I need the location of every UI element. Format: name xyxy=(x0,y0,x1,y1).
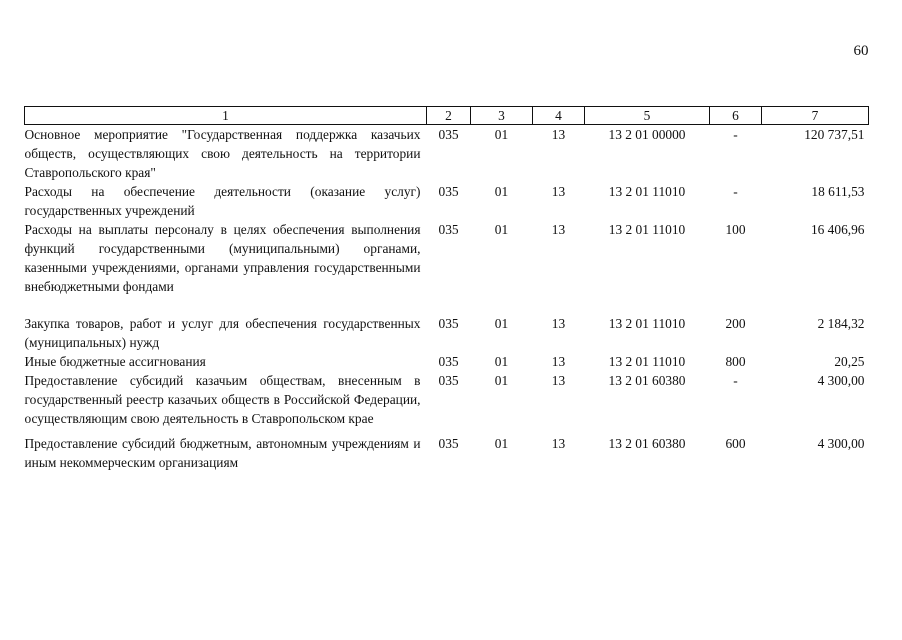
cell-col3: 01 xyxy=(494,316,509,331)
table-body xyxy=(25,125,869,473)
cell-col2: 035 xyxy=(438,373,459,388)
cell-col3: 01 xyxy=(494,127,509,142)
row-name: Расходы на обеспечение деятельности (оказание услуг) государственных учреждений xyxy=(24,184,421,218)
table-row xyxy=(25,428,869,472)
cell-col3: 01 xyxy=(494,354,509,369)
cell-col5: 13 2 01 11010 xyxy=(608,222,686,237)
table-row xyxy=(25,352,869,371)
budget-table xyxy=(24,106,869,472)
cell-col7: 16 406,96 xyxy=(810,222,865,237)
table-row xyxy=(25,371,869,428)
cell-col7: 2 184,32 xyxy=(817,316,865,331)
cell-col7: 4 300,00 xyxy=(817,373,865,388)
header-row xyxy=(25,107,869,125)
column-header: 2 xyxy=(427,107,471,125)
row-name: Основное мероприятие "Государственная поддержка казачьих обществ, осуществляющих свою деятельность на территории Ставропольского края" xyxy=(24,127,421,180)
cell-col3: 01 xyxy=(494,222,509,237)
cell-col6: - xyxy=(733,373,738,388)
spacer-cell xyxy=(25,296,869,314)
cell-col5: 13 2 01 00000 xyxy=(608,127,686,142)
cell-col6: - xyxy=(733,184,738,199)
cell-col4: 13 xyxy=(551,127,566,142)
cell-col3: 01 xyxy=(494,184,509,199)
row-name: Предоставление субсидий бюджетным, автономным учреждениям и иным некоммерческим организациям xyxy=(24,436,421,470)
cell-col4: 13 xyxy=(551,222,566,237)
cell-col4: 13 xyxy=(551,184,566,199)
column-header: 1 xyxy=(25,107,427,125)
cell-col7: 120 737,51 xyxy=(804,127,865,142)
cell-col7: 18 611,53 xyxy=(811,184,865,199)
cell-col4: 13 xyxy=(551,316,566,331)
cell-col3: 01 xyxy=(494,373,509,388)
cell-col6: 600 xyxy=(725,436,746,451)
cell-col5: 13 2 01 11010 xyxy=(608,184,686,199)
cell-col5: 13 2 01 60380 xyxy=(608,436,686,451)
cell-col6: - xyxy=(733,127,738,142)
cell-col2: 035 xyxy=(438,222,459,237)
cell-col2: 035 xyxy=(438,184,459,199)
cell-col2: 035 xyxy=(438,127,459,142)
cell-col2: 035 xyxy=(438,354,459,369)
cell-col5: 13 2 01 11010 xyxy=(608,354,686,369)
row-name: Предоставление субсидий казачьим обществам, внесенным в государственный реестр казачьих обществ в Российской Федерации, осуществляющим свою деятельность в Ставропольском крае xyxy=(24,373,421,426)
cell-col2: 035 xyxy=(438,436,459,451)
cell-col4: 13 xyxy=(551,354,566,369)
column-header: 4 xyxy=(533,107,585,125)
row-name: Иные бюджетные ассигнования xyxy=(24,354,206,369)
page-number: 60 xyxy=(853,43,869,59)
cell-col6: 200 xyxy=(725,316,746,331)
cell-col6: 800 xyxy=(725,354,746,369)
cell-col7: 4 300,00 xyxy=(817,436,865,451)
table-row xyxy=(25,182,869,220)
cell-col4: 13 xyxy=(551,373,566,388)
column-header: 5 xyxy=(585,107,710,125)
cell-col4: 13 xyxy=(551,436,566,451)
column-header: 3 xyxy=(471,107,533,125)
row-name: Закупка товаров, работ и услуг для обеспечения государственных (муниципальных) нужд xyxy=(24,316,421,350)
table-row xyxy=(25,220,869,296)
table-row xyxy=(25,314,869,352)
cell-col6: 100 xyxy=(725,222,746,237)
cell-col2: 035 xyxy=(438,316,459,331)
table-row xyxy=(25,125,869,183)
cell-col7: 20,25 xyxy=(834,354,865,369)
cell-col3: 01 xyxy=(494,436,509,451)
spacer-row xyxy=(25,296,869,314)
row-name: Расходы на выплаты персоналу в целях обеспечения выполнения функций государственными (муниципальными) органами, казенными учреждениями, органами управления государственными внебюджетными фондами xyxy=(24,222,421,294)
column-header: 6 xyxy=(710,107,762,125)
cell-col5: 13 2 01 60380 xyxy=(608,373,686,388)
cell-col5: 13 2 01 11010 xyxy=(608,316,686,331)
table-header xyxy=(25,107,869,125)
column-header: 7 xyxy=(762,107,869,125)
